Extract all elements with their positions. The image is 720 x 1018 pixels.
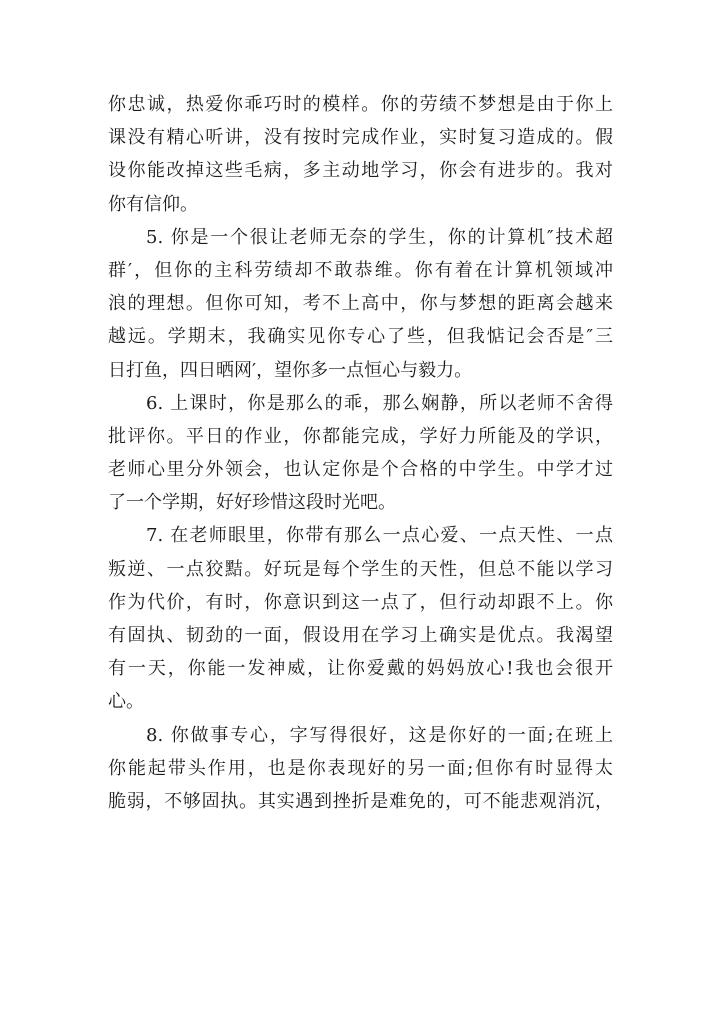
paragraph-5-start: 5. 你是一个很让老师无奈的学生，你的计算机″技术超 [146,226,613,248]
text-line: 你能起带头作用，也是你表现好的另一面;但你有时显得太 [108,757,613,779]
text-line: 叛逆、一点狡黠。好玩是每个学生的天性，但总不能以学习 [108,558,613,580]
paragraph-8-start: 8. 你做事专心，字写得很好，这是你好的一面;在班上 [146,724,613,746]
text-line: 越远。学期末，我确实见你专心了些，但我惦记会否是″三 [108,326,613,348]
text-line: 批评你。平日的作业，你都能完成，学好力所能及的学识， [108,425,613,447]
body-text [108,88,613,818]
text-line: 浪的理想。但你可知，考不上高中，你与梦想的距离会越来 [108,293,613,315]
text-line: 日打鱼，四日晒网′，望你多一点恒心与毅力。 [108,359,473,381]
text-line: 脆弱，不够固执。其实遇到挫折是难免的，可不能悲观消沉， [108,790,613,812]
text-line: 有一天，你能一发神威，让你爱戴的妈妈放心!我也会很开 [108,658,613,680]
text-line: 有固执、韧劲的一面，假设用在学习上确实是优点。我渴望 [108,625,613,646]
text-line: 作为代价，有时，你意识到这一点了，但行动却跟不上。你 [108,591,613,613]
text-line: 你忠诚，热爱你乖巧时的模样。你的劳绩不梦想是由于你上 [108,94,613,115]
text-line: 群′，但你的主科劳绩却不敢恭维。你有着在计算机领域冲 [108,259,613,281]
text-line: 了一个学期，好好珍惜这段时光吧。 [108,492,396,514]
text-line: 老师心里分外领会，也认定你是个合格的中学生。中学才过 [108,459,613,481]
paragraph-7-start: 7. 在老师眼里，你带有那么一点心爱、一点天性、一点 [146,525,613,547]
paragraph-6-start: 6. 上课时，你是那么的乖，那么娴静，所以老师不舍得 [146,392,613,414]
text-line: 课没有精心听讲，没有按时完成作业，实时复习造成的。假 [108,127,613,149]
text-line: 你有信仰。 [108,193,198,215]
text-line: 心。 [108,691,144,713]
text-line: 设你能改掉这些毛病，多主动地学习，你会有进步的。我对 [108,160,613,182]
